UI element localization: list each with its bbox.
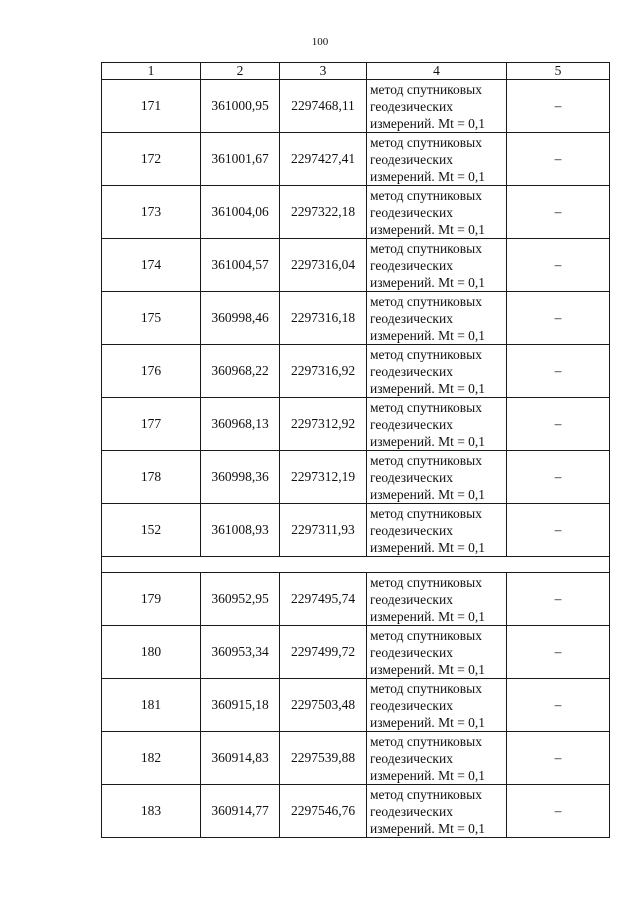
point-number: 182 — [102, 732, 201, 785]
note-cell: – — [507, 679, 610, 732]
method-line-3: измерений. Mt = 0,1 — [370, 608, 486, 624]
coord-x: 360998,36 — [201, 451, 280, 504]
method-line-1: метод спутниковых — [370, 187, 482, 203]
method-cell — [367, 785, 507, 838]
coord-y: 2297495,74 — [280, 573, 367, 626]
table-row — [102, 292, 610, 345]
method-line-2: геодезических — [370, 522, 453, 538]
point-number: 181 — [102, 679, 201, 732]
point-number: 183 — [102, 785, 201, 838]
point-number: 177 — [102, 398, 201, 451]
coord-y: 2297316,92 — [280, 345, 367, 398]
coord-y: 2297322,18 — [280, 186, 367, 239]
method-line-1: метод спутниковых — [370, 240, 482, 256]
method-line-3: измерений. Mt = 0,1 — [370, 221, 486, 237]
coord-y: 2297503,48 — [280, 679, 367, 732]
table-row — [102, 451, 610, 504]
method-line-1: метод спутниковых — [370, 81, 482, 97]
table-row — [102, 133, 610, 186]
coord-x: 361008,93 — [201, 504, 280, 557]
method-line-1: метод спутниковых — [370, 627, 482, 643]
method-line-2: геодезических — [370, 697, 453, 713]
method-cell — [367, 679, 507, 732]
method-cell — [367, 626, 507, 679]
header-col-3: 3 — [280, 63, 367, 80]
method-line-1: метод спутниковых — [370, 399, 482, 415]
coord-y: 2297311,93 — [280, 504, 367, 557]
method-cell — [367, 292, 507, 345]
method-line-3: измерений. Mt = 0,1 — [370, 380, 486, 396]
coord-x: 360914,83 — [201, 732, 280, 785]
method-line-1: метод спутниковых — [370, 786, 482, 802]
method-line-3: измерений. Mt = 0,1 — [370, 327, 486, 343]
coord-x: 361001,67 — [201, 133, 280, 186]
coord-y: 2297546,76 — [280, 785, 367, 838]
note-cell: – — [507, 626, 610, 679]
method-cell — [367, 573, 507, 626]
note-cell: – — [507, 186, 610, 239]
method-cell — [367, 239, 507, 292]
method-line-1: метод спутниковых — [370, 346, 482, 362]
method-line-2: геодезических — [370, 591, 453, 607]
method-cell — [367, 732, 507, 785]
method-line-2: геодезических — [370, 151, 453, 167]
method-line-3: измерений. Mt = 0,1 — [370, 820, 486, 836]
point-number: 173 — [102, 186, 201, 239]
table-row — [102, 504, 610, 557]
method-line-3: измерений. Mt = 0,1 — [370, 714, 486, 730]
point-number: 174 — [102, 239, 201, 292]
method-cell — [367, 80, 507, 133]
note-cell: – — [507, 785, 610, 838]
page-number: 100 — [311, 36, 329, 48]
separator-cell — [102, 557, 610, 573]
method-line-1: метод спутниковых — [370, 293, 482, 309]
coord-x: 360953,34 — [201, 626, 280, 679]
table-row — [102, 732, 610, 785]
method-line-2: геодезических — [370, 469, 453, 485]
method-line-1: метод спутниковых — [370, 574, 482, 590]
note-cell: – — [507, 133, 610, 186]
table-header-row — [102, 63, 610, 80]
method-line-2: геодезических — [370, 750, 453, 766]
table-row — [102, 345, 610, 398]
method-cell — [367, 186, 507, 239]
method-line-3: измерений. Mt = 0,1 — [370, 433, 486, 449]
method-line-2: геодезических — [370, 803, 453, 819]
method-line-1: метод спутниковых — [370, 733, 482, 749]
method-line-1: метод спутниковых — [370, 505, 482, 521]
point-number: 176 — [102, 345, 201, 398]
point-number: 178 — [102, 451, 201, 504]
method-cell — [367, 451, 507, 504]
point-number: 175 — [102, 292, 201, 345]
method-line-2: геодезических — [370, 204, 453, 220]
coord-y: 2297539,88 — [280, 732, 367, 785]
header-col-5: 5 — [507, 63, 610, 80]
coord-y: 2297312,19 — [280, 451, 367, 504]
method-line-3: измерений. Mt = 0,1 — [370, 539, 486, 555]
point-number: 152 — [102, 504, 201, 557]
method-line-3: измерений. Mt = 0,1 — [370, 661, 486, 677]
coord-y: 2297316,04 — [280, 239, 367, 292]
table-row — [102, 679, 610, 732]
coord-x: 361004,06 — [201, 186, 280, 239]
coord-x: 360914,77 — [201, 785, 280, 838]
method-line-3: измерений. Mt = 0,1 — [370, 767, 486, 783]
method-line-2: геодезических — [370, 257, 453, 273]
coordinates-table — [101, 62, 610, 838]
table-row — [102, 186, 610, 239]
coord-y: 2297468,11 — [280, 80, 367, 133]
method-line-3: измерений. Mt = 0,1 — [370, 115, 486, 131]
table-row — [102, 785, 610, 838]
coord-x: 360968,13 — [201, 398, 280, 451]
header-col-1: 1 — [102, 63, 201, 80]
point-number: 172 — [102, 133, 201, 186]
note-cell: – — [507, 80, 610, 133]
method-cell — [367, 398, 507, 451]
method-line-2: геодезических — [370, 98, 453, 114]
note-cell: – — [507, 398, 610, 451]
method-line-3: измерений. Mt = 0,1 — [370, 168, 486, 184]
method-line-2: геодезических — [370, 363, 453, 379]
coord-x: 361004,57 — [201, 239, 280, 292]
method-line-3: измерений. Mt = 0,1 — [370, 274, 486, 290]
header-col-4: 4 — [367, 63, 507, 80]
method-line-1: метод спутниковых — [370, 680, 482, 696]
header-col-2: 2 — [201, 63, 280, 80]
table-row — [102, 80, 610, 133]
table-row — [102, 626, 610, 679]
note-cell: – — [507, 451, 610, 504]
note-cell: – — [507, 292, 610, 345]
method-line-2: геодезических — [370, 644, 453, 660]
point-number: 180 — [102, 626, 201, 679]
note-cell: – — [507, 239, 610, 292]
point-number: 179 — [102, 573, 201, 626]
note-cell: – — [507, 345, 610, 398]
table-row — [102, 239, 610, 292]
table-body — [102, 80, 610, 838]
method-line-2: геодезических — [370, 416, 453, 432]
coord-x: 360998,46 — [201, 292, 280, 345]
separator-row — [102, 557, 610, 573]
coord-x: 361000,95 — [201, 80, 280, 133]
method-line-2: геодезических — [370, 310, 453, 326]
method-line-3: измерений. Mt = 0,1 — [370, 486, 486, 502]
coord-x: 360968,22 — [201, 345, 280, 398]
coord-y: 2297316,18 — [280, 292, 367, 345]
coord-x: 360915,18 — [201, 679, 280, 732]
coord-y: 2297499,72 — [280, 626, 367, 679]
coord-x: 360952,95 — [201, 573, 280, 626]
method-line-1: метод спутниковых — [370, 134, 482, 150]
point-number: 171 — [102, 80, 201, 133]
note-cell: – — [507, 504, 610, 557]
method-cell — [367, 504, 507, 557]
table-row — [102, 573, 610, 626]
coord-y: 2297427,41 — [280, 133, 367, 186]
method-cell — [367, 133, 507, 186]
table-row — [102, 398, 610, 451]
coord-y: 2297312,92 — [280, 398, 367, 451]
note-cell: – — [507, 732, 610, 785]
method-line-1: метод спутниковых — [370, 452, 482, 468]
method-cell — [367, 345, 507, 398]
note-cell: – — [507, 573, 610, 626]
